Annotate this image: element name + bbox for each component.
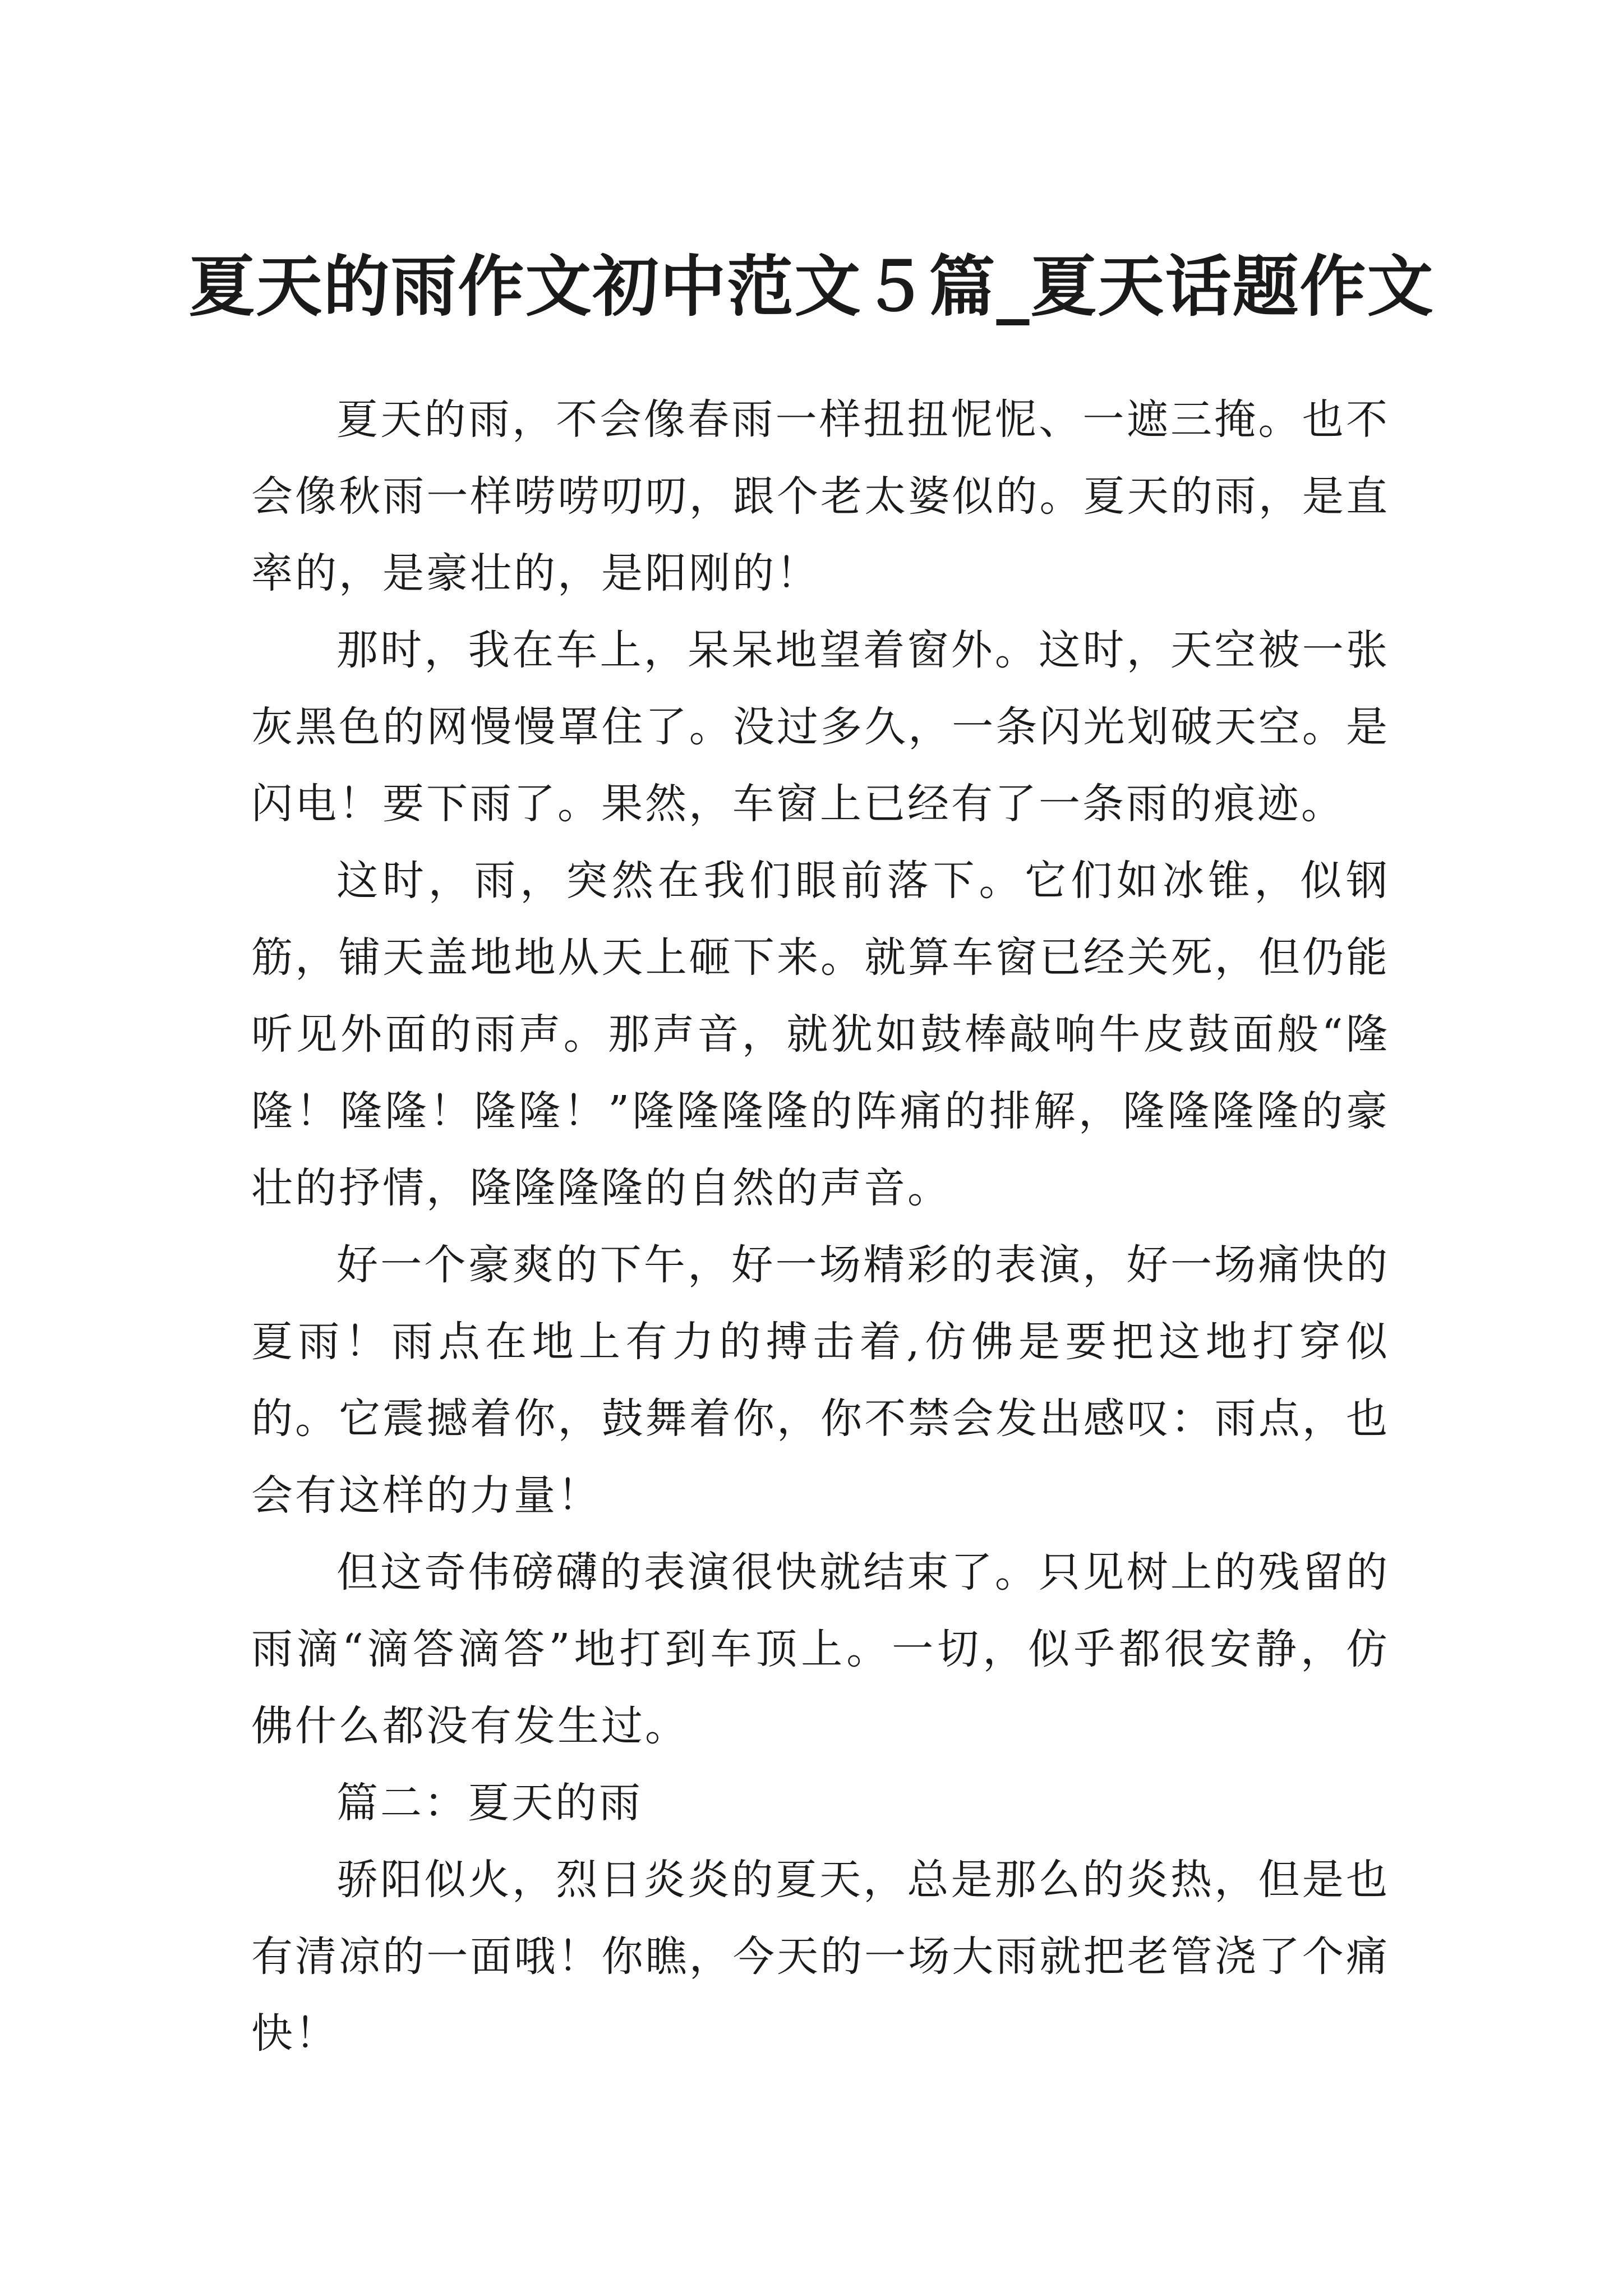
document-title: 夏天的雨作文初中范文５篇_夏天话题作文: [188, 247, 1435, 326]
paragraph: 那时，我在车上，呆呆地望着窗外。这时，天空被一张灰黑色的网慢慢罩住了。没过多久，一条闪光划破天空。是闪电！要下雨了。果然，车窗上已经有了一条雨的痕迹。: [251, 626, 1390, 828]
paragraph: 但这奇伟磅礴的表演很快就结束了。只见树上的残留的雨滴“滴答滴答”地打到车顶上。一切，似乎都很安静，仿佛什么都没有发生过。: [251, 1548, 1390, 1750]
paragraph: 这时，雨，突然在我们眼前落下。它们如冰锥，似钢筋，铺天盖地地从天上砸下来。就算车窗已经关死，但仍能听见外面的雨声。那声音，就犹如鼓棒敲响牛皮鼓面般“隆隆！隆隆！隆隆！”隆隆隆隆的阵痛的排解，隆隆隆隆的豪壮的抒情，隆隆隆隆的自然的声音。: [251, 857, 1390, 1212]
section-heading: 篇二：夏天的雨: [336, 1779, 643, 1827]
document-body: [251, 381, 1390, 2072]
paragraph: 夏天的雨，不会像春雨一样扭扭怩怩、一遮三掩。也不会像秋雨一样唠唠叨叨，跟个老太婆似的。夏天的雨，是直率的，是豪壮的，是阳刚的！: [251, 395, 1390, 597]
paragraph: 骄阳似火，烈日炎炎的夏天，总是那么的炎热，但是也有清凉的一面哦！你瞧，今天的一场大雨就把老管浇了个痛快！: [251, 1856, 1390, 2058]
paragraph: 好一个豪爽的下午，好一场精彩的表演，好一场痛快的夏雨！雨点在地上有力的搏击着,仿佛是要把这地打穿似的。它震撼着你，鼓舞着你，你不禁会发出感叹：雨点，也会有这样的力量！: [251, 1241, 1390, 1520]
